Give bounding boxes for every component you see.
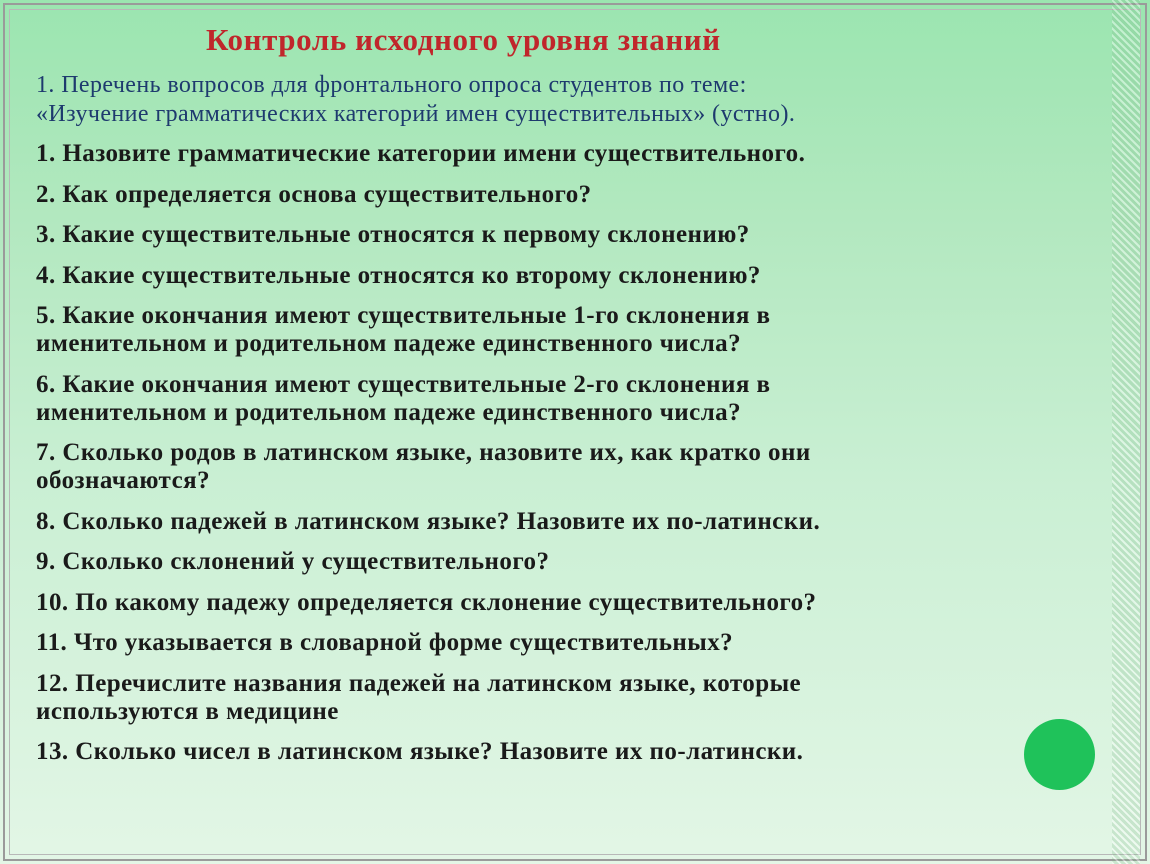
question-item <box>36 262 1036 290</box>
question-line: 8. Сколько падежей в латинском языке? Назовите их по-латински. <box>36 507 821 535</box>
question-line: 9. Сколько склонений у существительного? <box>36 548 550 575</box>
intro-text <box>36 71 1096 129</box>
question-item <box>36 221 1036 249</box>
question-line: 4. Какие существительные относятся ко второму склонению? <box>36 261 761 289</box>
question-line: 13. Сколько чисел в латинском языке? Назовите их по-латински. <box>36 738 804 765</box>
question-line: 7. Сколько родов в латинском языке, назовите их, как кратко они <box>36 439 811 466</box>
question-item <box>36 140 1036 168</box>
question-item <box>36 548 1036 576</box>
question-item <box>36 508 1036 536</box>
question-item <box>36 738 1036 766</box>
question-line-continued: именительном и родительном падеже единственного числа? <box>36 398 742 426</box>
question-line-continued: именительном и родительном падеже единственного числа? <box>36 330 742 357</box>
decorative-edge-strip <box>1112 0 1140 864</box>
question-line-continued: используются в медицине <box>36 697 339 725</box>
question-item <box>36 302 1036 358</box>
question-item <box>36 181 1036 209</box>
question-line: 1. Назовите грамматические категории имени существительного. <box>36 140 806 167</box>
intro-line-1: 1. Перечень вопросов для фронтального опроса студентов по теме: <box>36 72 747 98</box>
question-line: 3. Какие существительные относятся к первому склонению? <box>36 221 750 248</box>
question-line: 11. Что указывается в словарной форме существительных? <box>36 629 734 656</box>
question-list <box>36 140 1036 779</box>
decorative-green-circle <box>1024 719 1095 790</box>
question-line-continued: обозначаются? <box>36 467 211 494</box>
question-line: 12. Перечислите названия падежей на латинском языке, которые <box>36 669 802 697</box>
question-item <box>36 629 1036 657</box>
slide-title: Контроль исходного уровня знаний <box>206 22 721 57</box>
question-item <box>36 589 1036 617</box>
question-item <box>36 439 1036 495</box>
question-line: 10. По какому падежу определяется склонение существительного? <box>36 588 817 616</box>
question-item <box>36 371 1036 427</box>
question-line: 6. Какие окончания имеют существительные 2-го склонения в <box>36 370 771 398</box>
intro-line-2: «Изучение грамматических категорий имен существительных» (устно). <box>36 101 796 127</box>
question-line: 5. Какие окончания имеют существительные 1-го склонения в <box>36 302 771 329</box>
question-line: 2. Как определяется основа существительного? <box>36 180 592 208</box>
question-item <box>36 670 1036 726</box>
